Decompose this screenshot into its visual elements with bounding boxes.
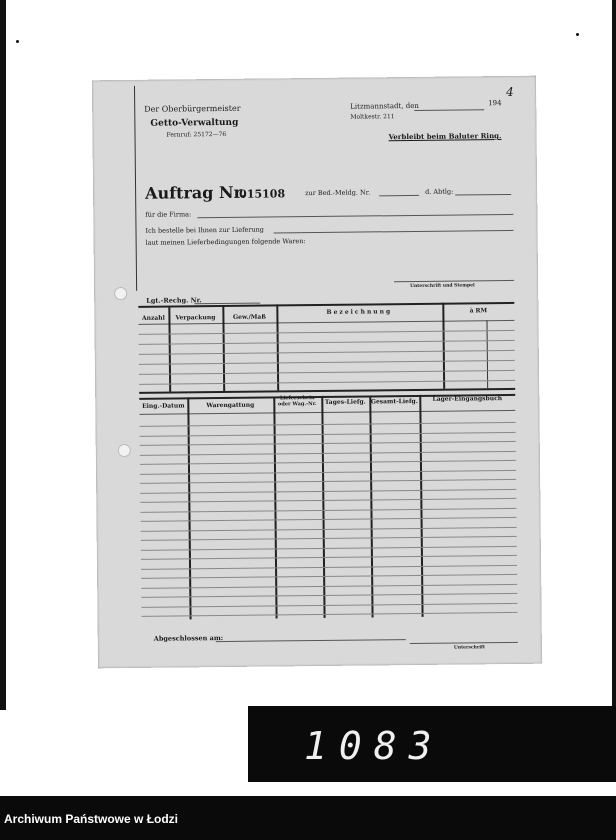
punch-hole-bottom xyxy=(118,444,131,457)
archive-footer xyxy=(0,796,616,840)
signature-stamp-label: Unterschrift und Stempel xyxy=(410,283,475,290)
upper-table-bottom xyxy=(139,388,515,394)
lower-table-rule xyxy=(141,593,517,598)
lower-table-rule xyxy=(141,536,517,541)
signature-label: Unterschrift xyxy=(453,645,486,651)
firm-line xyxy=(197,214,513,218)
lower-table-rule xyxy=(140,422,516,427)
header-weight: Gew./Maß xyxy=(232,313,266,321)
upper-table-rule xyxy=(139,380,515,385)
req-number-label: zur Bed.-Meldg. Nr. xyxy=(305,188,371,198)
lower-table-rule xyxy=(141,583,517,588)
signature-stamp-line xyxy=(394,280,514,282)
film-mark xyxy=(16,40,19,43)
dept-line xyxy=(455,194,511,196)
film-mark xyxy=(576,33,579,36)
lower-table-rule xyxy=(140,469,516,474)
margin-rule xyxy=(134,86,137,291)
lower-table-rule xyxy=(141,517,517,522)
place-date: Litzmannstadt, den xyxy=(350,101,419,111)
header-entry-date: Eing.-Datum xyxy=(142,402,185,410)
frame-counter-panel xyxy=(248,706,616,782)
punch-hole-top xyxy=(114,287,127,300)
order-number: 015108 xyxy=(239,187,286,201)
header-goods-type: Warengattung xyxy=(206,401,255,410)
date-line xyxy=(414,109,484,111)
upper-col-4 xyxy=(442,303,445,389)
handwritten-mark: 4 xyxy=(506,84,514,100)
firm-label: für die Firma: xyxy=(145,210,192,219)
lower-table-rule xyxy=(140,450,516,455)
upper-table-rule xyxy=(139,330,515,335)
order-form-sheet xyxy=(92,76,542,669)
frame-number: 1083 xyxy=(304,724,444,768)
upper-table-rule xyxy=(139,340,515,345)
req-number-line xyxy=(379,195,419,196)
lower-table-rule xyxy=(140,431,516,436)
header-inventory-book: Lager-Eingangsbuch xyxy=(432,395,503,403)
upper-table-rule xyxy=(139,370,515,375)
lower-table-rule xyxy=(141,564,517,569)
lower-table-rule xyxy=(142,612,518,617)
order-text-line xyxy=(274,230,514,234)
lower-table-rule xyxy=(140,507,516,512)
lower-table-rule xyxy=(141,545,517,550)
header-total-delivery: Gesamt-Liefg. xyxy=(370,397,418,406)
header-daily-delivery: Tages-Liefg. xyxy=(324,398,366,406)
issuer-line1: Der Oberbürgermeister xyxy=(144,103,241,114)
stays-note: Verbleibt beim Baluter Ring. xyxy=(388,131,502,142)
lower-table-rule xyxy=(141,526,517,531)
street-address: Moltkestr. 211 xyxy=(350,113,395,121)
header-delivery-note: Lieferschein oder Wag.-Nr. xyxy=(277,395,317,407)
lower-table-rule xyxy=(141,574,517,579)
issuer-line2: Getto-Verwaltung xyxy=(150,117,239,129)
archive-institution: Archiwum Państwowe w Łodzi xyxy=(4,812,179,826)
lower-table-rule xyxy=(140,441,516,446)
lower-table-header-line xyxy=(139,410,515,415)
lower-table-rule xyxy=(140,498,516,503)
lower-table-rule xyxy=(141,602,517,607)
closed-on-label: Abgeschlossen am: xyxy=(153,633,224,643)
order-label: Auftrag Nr. xyxy=(145,182,247,203)
header-packaging: Verpackung xyxy=(175,314,216,322)
dept-label: d. Abtlg: xyxy=(425,187,454,196)
year-prefix: 194 xyxy=(488,99,502,108)
header-price: à RM xyxy=(469,307,488,315)
closed-on-line xyxy=(216,639,406,642)
lower-table-rule xyxy=(140,460,516,465)
signature-line xyxy=(410,642,518,644)
lower-table-rule xyxy=(140,479,516,484)
upper-table-rule xyxy=(139,360,515,365)
order-text-2: laut meinen Lieferbedingungen folgende Waren: xyxy=(145,237,306,247)
lower-table-rule xyxy=(140,488,516,493)
header-quantity: Anzahl xyxy=(141,314,165,322)
upper-col-3 xyxy=(276,304,279,390)
order-text-1: Ich bestelle bei Ihnen zur Lieferung xyxy=(145,225,265,235)
warehouse-book-label: Lgt.-Rechg. Nr. xyxy=(146,296,202,305)
header-description: Bezeichnung xyxy=(326,308,393,316)
upper-table-rule xyxy=(139,350,515,355)
lower-table-rule xyxy=(141,555,517,560)
phone-number: Fernruf: 25172—76 xyxy=(166,130,227,139)
